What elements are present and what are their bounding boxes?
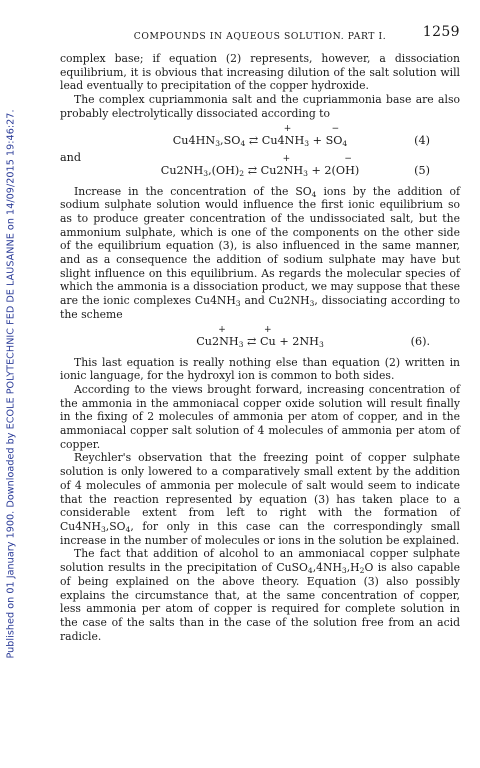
running-title: COMPOUNDS IN AQUEOUS SOLUTION. PART I.: [133, 31, 387, 42]
positive-charge: +: [218, 324, 226, 335]
page-header: [60, 26, 460, 46]
download-notice: Published on 01 January 1900. Downloaded by ECOLE POLYTECHNIC FED DE LAUSANNE on 14/09/2015 19:46:27.: [5, 109, 17, 659]
positive-charge: +: [282, 153, 291, 164]
equation-4-body: $Cu4HN_3,SO_4$ ⇄ + $Cu4NH_3$ + − $SO_4$: [172, 123, 348, 148]
equilibrium-arrow: ⇄: [244, 163, 261, 177]
equation-5-body: $Cu2NH_3,(OH)_2$ ⇄ + $Cu2NH_3$ + − 2(OH): [160, 153, 360, 178]
equilibrium-arrow: ⇄: [243, 334, 260, 348]
page-number: 1259: [422, 24, 460, 40]
paragraph-reychler: Reychler's observation that the freezing point of copper sulphate solution is only lowered to a comparatively small extent by the addition of 4 molecules of ammonia per molecule of salt would seem to indicate that the reaction represented by equation (3) has taken place to a considerable extent from left to right with the formation of $Cu4NH_3,SO_4$, for only in this case can the correspondingly small increase in the number of molecules or ions in the solution be explained.: [60, 451, 460, 547]
paragraph-sulphate-ions: Increase in the concentration of the $SO_4$ ions by the addition of sodium sulphate solution would influence the first ionic equilibrium so as to produce greater concentration of the undissociated salt, but the ammonium sulphate, which is one of the components on the other side of the equilibrium equation (3), is also influenced in the same manner, and as a consequence the addition of sodium sulphate may have but slight influence on this equilibrium. As regards the molecular species of which the ammonia is a dissociation product, we may suppose that these are the ionic complexes $Cu4NH_3$ and $Cu2NH_3$, dissociating according to the scheme: [60, 184, 460, 321]
conjunction-and: and: [60, 150, 82, 164]
paragraph-ionic-language: This last equation is really nothing else than equation (2) written in ionic language, for the hydroxyl ion is common to both sides.: [60, 355, 460, 383]
equation-number-5: (5): [414, 163, 430, 177]
equation-5: [60, 150, 460, 181]
equation-number-6: (6).: [410, 334, 430, 348]
positive-charge: +: [264, 324, 272, 335]
paragraph-continuation: complex base; if equation (2) represents, however, a dissociation equilibrium, it is obvious that increasing dilution of the salt solution will lead eventually to precipitation of the copper hydroxide.: [60, 52, 460, 93]
paragraph-dissociation: The complex cupriammonia salt and the cupriammonia base are also probably electrolytically dissociated according to: [60, 93, 460, 120]
equation-4: [60, 125, 460, 151]
negative-charge: −: [344, 153, 352, 164]
positive-charge: +: [283, 123, 292, 134]
equation-number-4: (4): [414, 133, 430, 147]
equilibrium-arrow: ⇄: [245, 133, 262, 147]
equation-6: [60, 326, 460, 352]
negative-charge: −: [331, 123, 340, 134]
paragraph-alcohol: The fact that addition of alcohol to an ammoniacal copper sulphate solution results in the precipitation of $CuSO_4,4NH_3,H_2O$ is also capable of being explained on the above theory. Equation (3) also possibly explains the circumstance that, at the same concentration of copper, less ammonia per atom of copper is required for complete solution in the case of the salts than in the case of the solution free from an acid radicle.: [60, 547, 460, 643]
download-sidebar: [0, 0, 22, 768]
equation-6-body: + $Cu2NH_3$ ⇄ + $Cu + 2NH_3$: [196, 324, 324, 349]
paragraph-views: According to the views brought forward, increasing concentration of the ammonia in the ammoniacal copper oxide solution will result finally in the fixing of 2 molecules of ammonia per atom of copper, and in the ammoniacal copper salt solution of 4 molecules of ammonia per atom of copper.: [60, 382, 460, 451]
page-content: [60, 26, 460, 643]
